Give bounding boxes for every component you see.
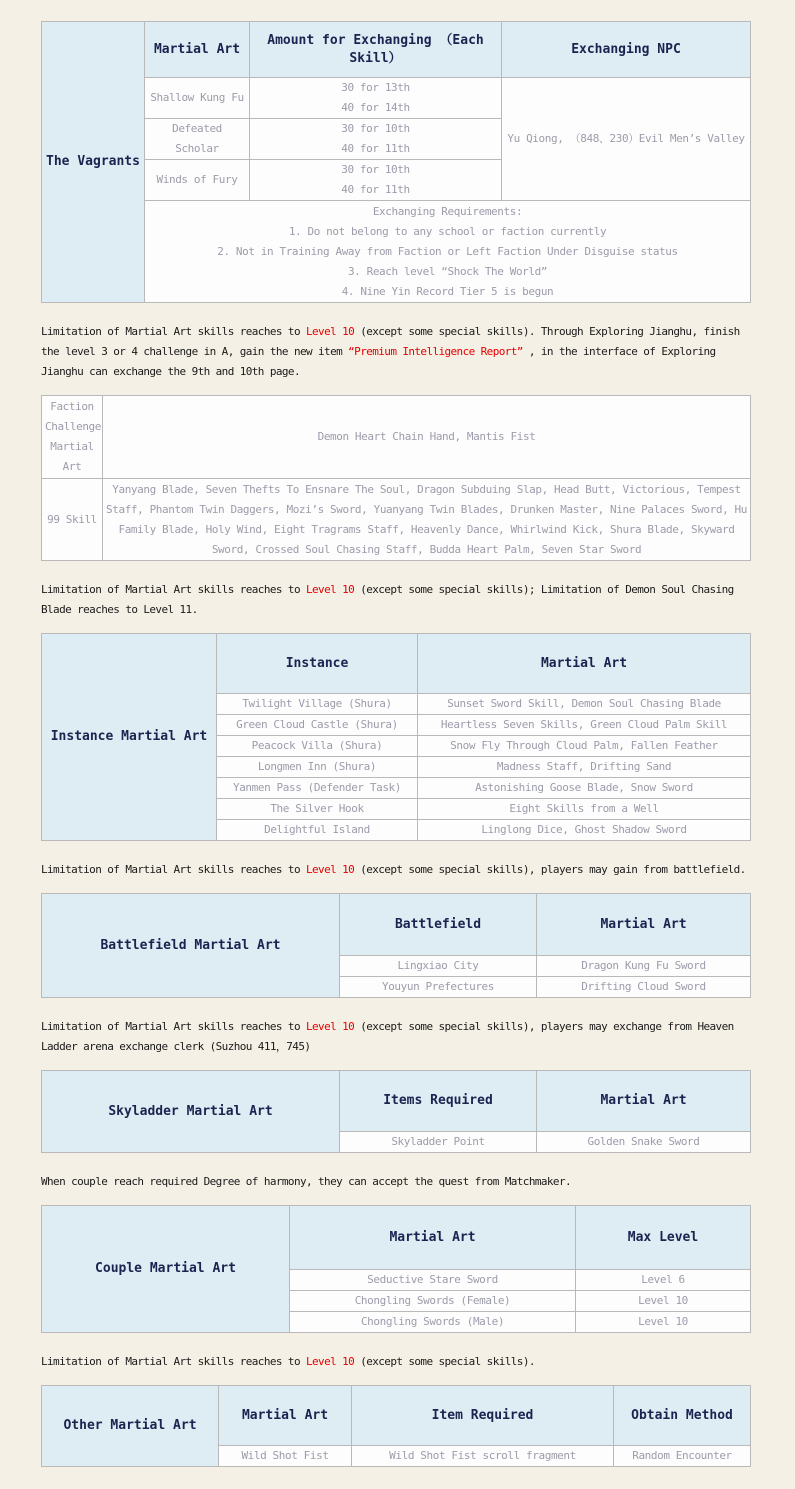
note-paragraph xyxy=(41,322,753,382)
martial-art-cell: Eight Skills from a Well xyxy=(418,799,751,820)
martial-art-cell: Defeated Scholar xyxy=(145,119,250,160)
martial-art-cell: Chongling Swords (Male) xyxy=(290,1312,576,1333)
requirements-cell xyxy=(145,201,751,303)
martial-art-cell: Drifting Cloud Sword xyxy=(537,977,751,998)
faction-skills-cell: Demon Heart Chain Hand, Mantis Fist xyxy=(103,396,751,479)
level-highlight: Level 10 xyxy=(306,583,355,596)
vagrants-header-amount: Amount for Exchanging （Each Skill） xyxy=(250,22,502,78)
other-header-martial-art: Martial Art xyxy=(219,1386,352,1446)
note-text: When couple reach required Degree of harmony, they can accept the quest from Matchmaker. xyxy=(41,1175,571,1188)
instance-cell: Green Cloud Castle (Shura) xyxy=(217,715,418,736)
vagrants-header-martial-art: Martial Art xyxy=(145,22,250,78)
battlefield-label: Battlefield Martial Art xyxy=(42,894,340,998)
note-text: (except some special skills), players may exchange from Heaven Ladder arena exchange clerk (Suzhou 411，745) xyxy=(41,1020,734,1053)
instance-header-martial-art: Martial Art xyxy=(418,634,751,694)
couple-header-max-level: Max Level xyxy=(576,1206,751,1270)
table-row xyxy=(42,396,751,479)
martial-art-cell: Seductive Stare Sword xyxy=(290,1270,576,1291)
other-header-item-required: Item Required xyxy=(352,1386,614,1446)
level-highlight: Level 10 xyxy=(306,1020,355,1033)
faction-row-label: 99 Skill xyxy=(42,479,103,561)
skyladder-label: Skyladder Martial Art xyxy=(42,1071,340,1153)
instance-cell: Peacock Villa (Shura) xyxy=(217,736,418,757)
other-table xyxy=(41,1385,751,1467)
couple-label: Couple Martial Art xyxy=(42,1206,290,1333)
instance-cell: Longmen Inn (Shura) xyxy=(217,757,418,778)
requirement-line: 2. Not in Training Away from Faction or Left Faction Under Disguise status xyxy=(217,244,678,258)
amount-line: 30 for 10th xyxy=(341,163,410,176)
martial-art-cell: Wild Shot Fist xyxy=(219,1446,352,1467)
max-level-cell: Level 6 xyxy=(576,1270,751,1291)
amount-cell xyxy=(250,160,502,201)
max-level-cell: Level 10 xyxy=(576,1312,751,1333)
requirement-line: Exchanging Requirements: xyxy=(372,204,523,218)
vagrants-table xyxy=(41,21,751,303)
martial-art-cell: Shallow Kung Fu xyxy=(145,78,250,119)
amount-cell xyxy=(250,119,502,160)
item-required-cell: Wild Shot Fist scroll fragment xyxy=(352,1446,614,1467)
faction-row-label: Faction Challenge Martial Art xyxy=(42,396,103,479)
amount-cell xyxy=(250,78,502,119)
table-row xyxy=(42,479,751,561)
instance-cell: Yanmen Pass (Defender Task) xyxy=(217,778,418,799)
amount-line: 40 for 11th xyxy=(341,183,410,196)
martial-art-cell: Winds of Fury xyxy=(145,160,250,201)
instance-cell: Twilight Village (Shura) xyxy=(217,694,418,715)
note-paragraph xyxy=(41,860,753,880)
note-text: Limitation of Martial Art skills reaches to xyxy=(41,1355,306,1368)
faction-skills-cell: Yanyang Blade, Seven Thefts To Ensnare The Soul, Dragon Subduing Slap, Head Butt, Victorious, Tempest Staff, Phantom Twin Daggers, Mozi’s Sword, Yuanyang Twin Blades, Drunken Master, Nine Palaces Sword, Hu Family Blade, Holy Wind, Eight Tragrams Staff, Heavenly Dance, Whirlwind Kick, Shura Blade, Skyward Sword, Crossed Soul Chasing Staff, Budda Heart Palm, Seven Star Sword xyxy=(103,479,751,561)
note-paragraph xyxy=(41,1017,753,1057)
level-highlight: Level 10 xyxy=(306,1355,355,1368)
note-text: (except some special skills), players may gain from battlefield. xyxy=(354,863,746,876)
martial-art-cell: Sunset Sword Skill, Demon Soul Chasing Blade xyxy=(418,694,751,715)
martial-art-cell: Heartless Seven Skills, Green Cloud Palm Skill xyxy=(418,715,751,736)
instance-cell: Delightful Island xyxy=(217,820,418,841)
vagrants-header-npc: Exchanging NPC xyxy=(502,22,751,78)
note-text: Limitation of Martial Art skills reaches to xyxy=(41,325,306,338)
amount-line: 40 for 11th xyxy=(341,142,410,155)
note-text: Limitation of Martial Art skills reaches to xyxy=(41,583,306,596)
table-row xyxy=(42,201,751,303)
battlefield-cell: Youyun Prefectures xyxy=(340,977,537,998)
other-label: Other Martial Art xyxy=(42,1386,219,1467)
martial-art-cell: Dragon Kung Fu Sword xyxy=(537,956,751,977)
amount-line: 40 for 14th xyxy=(341,101,410,114)
battlefield-cell: Lingxiao City xyxy=(340,956,537,977)
obtain-method-cell: Random Encounter xyxy=(614,1446,751,1467)
note-paragraph xyxy=(41,1172,753,1192)
items-required-cell: Skyladder Point xyxy=(340,1132,537,1153)
other-header-obtain-method: Obtain Method xyxy=(614,1386,751,1446)
instance-label: Instance Martial Art xyxy=(42,634,217,841)
requirement-line: 3. Reach level “Shock The World” xyxy=(347,264,548,278)
vagrants-label: The Vagrants xyxy=(42,22,145,303)
skyladder-table xyxy=(41,1070,751,1153)
instance-table xyxy=(41,633,751,841)
battlefield-header-martial-art: Martial Art xyxy=(537,894,751,956)
instance-cell: The Silver Hook xyxy=(217,799,418,820)
martial-art-cell: Linglong Dice, Ghost Shadow Sword xyxy=(418,820,751,841)
requirement-line: 1. Do not belong to any school or faction currently xyxy=(288,224,607,238)
note-paragraph xyxy=(41,1352,753,1372)
martial-art-cell: Madness Staff, Drifting Sand xyxy=(418,757,751,778)
requirement-line: 4. Nine Yin Record Tier 5 is begun xyxy=(341,284,554,298)
note-text: (except some special skills). xyxy=(354,1355,535,1368)
level-highlight: Level 10 xyxy=(306,325,355,338)
item-highlight: “Premium Intelligence Report” xyxy=(348,345,523,358)
npc-cell: Yu Qiong, （848、230）Evil Men’s Valley xyxy=(502,78,751,201)
amount-line: 30 for 10th xyxy=(341,122,410,135)
martial-art-cell: Chongling Swords (Female) xyxy=(290,1291,576,1312)
battlefield-header-battlefield: Battlefield xyxy=(340,894,537,956)
level-highlight: Level 10 xyxy=(306,863,355,876)
martial-art-cell: Snow Fly Through Cloud Palm, Fallen Feather xyxy=(418,736,751,757)
note-text: , in the interface of Exploring Jianghu can exchange the 9th and 10th page. xyxy=(41,345,716,378)
martial-art-cell: Golden Snake Sword xyxy=(537,1132,751,1153)
note-text: (except some special skills); Limitation of Demon Soul Chasing Blade reaches to Level 11. xyxy=(41,583,734,616)
skyladder-header-martial-art: Martial Art xyxy=(537,1071,751,1132)
martial-art-cell: Astonishing Goose Blade, Snow Sword xyxy=(418,778,751,799)
skyladder-header-items: Items Required xyxy=(340,1071,537,1132)
note-text: Limitation of Martial Art skills reaches to xyxy=(41,863,306,876)
instance-header-instance: Instance xyxy=(217,634,418,694)
couple-header-martial-art: Martial Art xyxy=(290,1206,576,1270)
max-level-cell: Level 10 xyxy=(576,1291,751,1312)
note-text: (except some special skills). Through Exploring Jianghu, finish the level 3 or 4 challenge in A, gain the new item xyxy=(41,325,740,358)
table-row xyxy=(42,78,751,119)
couple-table xyxy=(41,1205,751,1333)
note-paragraph xyxy=(41,580,753,620)
note-text: Limitation of Martial Art skills reaches to xyxy=(41,1020,306,1033)
amount-line: 30 for 13th xyxy=(341,81,410,94)
faction-challenge-table xyxy=(41,395,751,561)
battlefield-table xyxy=(41,893,751,998)
